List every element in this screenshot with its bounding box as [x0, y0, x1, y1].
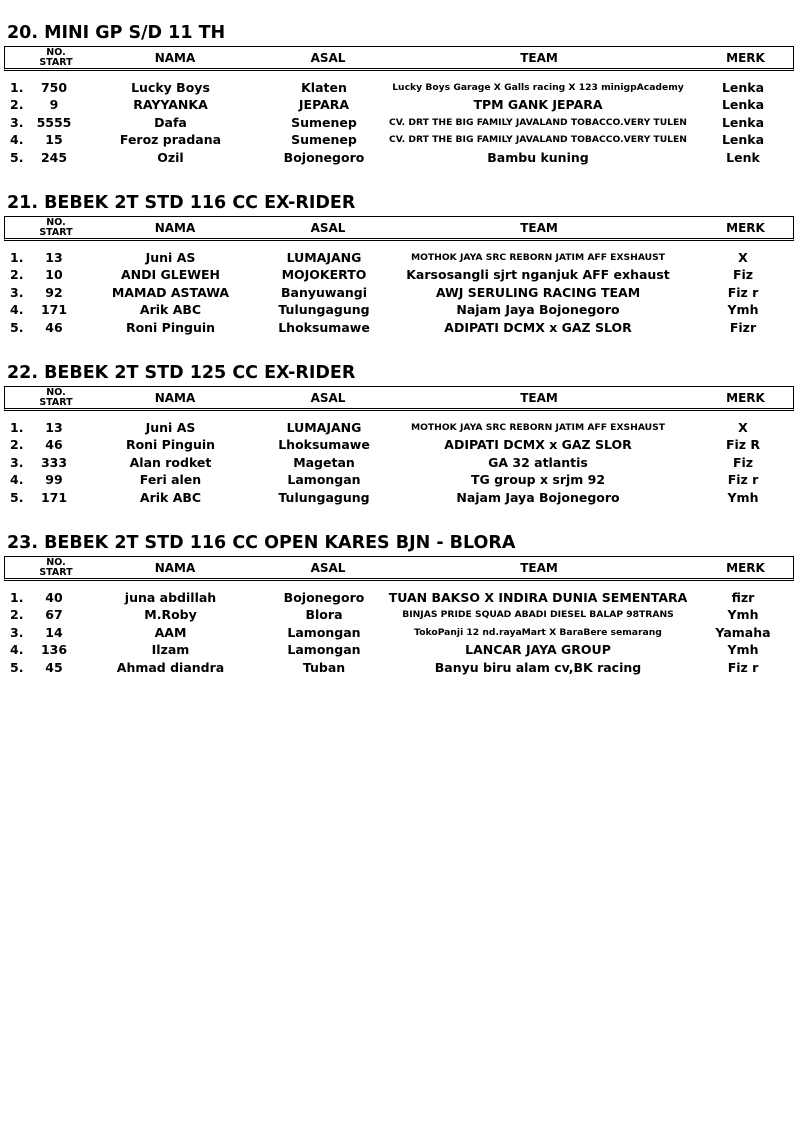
- position-cell: 2.: [10, 437, 24, 453]
- table-row: [0, 641, 800, 658]
- position-cell: 3.: [10, 284, 24, 300]
- start-number-cell: 13: [45, 420, 63, 435]
- origin-cell: Lamongan: [287, 642, 361, 658]
- start-number-cell: 15: [45, 132, 63, 148]
- team-cell: LANCAR JAYA GROUP: [465, 642, 611, 658]
- table-row: [0, 249, 800, 266]
- start-number-cell: 136: [40, 642, 68, 658]
- origin-cell: JEPARA: [298, 97, 350, 113]
- start-number-cell: 245: [40, 149, 68, 165]
- rider-name-cell: ANDI GLEWEH: [120, 267, 221, 283]
- rider-name-cell: RAYYANKA: [133, 97, 208, 113]
- table-header: [4, 216, 794, 241]
- rider-name-cell: Ozil: [157, 149, 184, 165]
- position-cell: 3.: [10, 624, 24, 640]
- rider-name-cell: Juni AS: [145, 420, 196, 435]
- table-row: [0, 589, 800, 606]
- brand-cell: Ymh: [727, 489, 759, 505]
- origin-cell: Tuban: [302, 659, 346, 675]
- rider-name-cell: Alan rodket: [129, 454, 212, 470]
- rider-name-cell: AAM: [154, 624, 187, 640]
- brand-cell: Lenka: [721, 114, 765, 130]
- position-cell: 3.: [10, 114, 24, 130]
- start-number-cell: 67: [45, 607, 63, 623]
- table-row: [0, 436, 800, 453]
- header-asal: ASAL: [310, 560, 346, 575]
- rider-name-cell: Dafa: [154, 114, 187, 130]
- table-row: [0, 114, 800, 131]
- team-cell: Najam Jaya Bojonegoro: [456, 489, 620, 505]
- position-cell: 5.: [10, 489, 24, 505]
- rider-name-cell: Arik ABC: [139, 302, 202, 318]
- rider-name-cell: Juni AS: [145, 250, 196, 265]
- position-cell: 1.: [10, 590, 24, 605]
- section-title: 22. BEBEK 2T STD 125 CC EX-RIDER: [7, 363, 356, 383]
- team-cell: GA 32 atlantis: [488, 454, 588, 470]
- header-no-start: NO. START: [39, 216, 73, 238]
- origin-cell: Lamongan: [287, 472, 361, 488]
- origin-cell: MOJOKERTO: [281, 267, 367, 283]
- team-cell: ADIPATI DCMX x GAZ SLOR: [444, 319, 632, 335]
- rider-name-cell: Roni Pinguin: [125, 319, 216, 335]
- origin-cell: Magetan: [293, 454, 355, 470]
- position-cell: 5.: [10, 659, 24, 675]
- header-team: TEAM: [520, 390, 558, 405]
- team-cell: MOTHOK JAYA SRC REBORN JATIM AFF EXSHAUST: [410, 252, 666, 263]
- rider-name-cell: Feri alen: [139, 472, 202, 488]
- team-cell: ADIPATI DCMX x GAZ SLOR: [444, 437, 632, 453]
- team-cell: Najam Jaya Bojonegoro: [456, 302, 620, 318]
- position-cell: 3.: [10, 454, 24, 470]
- rider-name-cell: Roni Pinguin: [125, 437, 216, 453]
- header-nama: NAMA: [154, 220, 196, 235]
- brand-cell: Fiz R: [725, 437, 761, 453]
- table-row: [0, 301, 800, 318]
- rider-name-cell: Ilzam: [151, 642, 190, 658]
- start-number-cell: 14: [45, 624, 63, 640]
- race-class-section: [0, 362, 800, 522]
- position-cell: 2.: [10, 97, 24, 113]
- start-number-cell: 46: [45, 319, 63, 335]
- origin-cell: Lhoksumawe: [278, 437, 370, 453]
- start-number-cell: 9: [49, 97, 59, 113]
- team-cell: AWJ SERULING RACING TEAM: [435, 284, 641, 300]
- table-row: [0, 471, 800, 488]
- position-cell: 5.: [10, 149, 24, 165]
- header-merk: MERK: [726, 560, 765, 575]
- start-number-cell: 171: [40, 302, 68, 318]
- rider-name-cell: M.Roby: [144, 607, 197, 623]
- table-row: [0, 659, 800, 676]
- team-cell: MOTHOK JAYA SRC REBORN JATIM AFF EXSHAUST: [410, 422, 666, 433]
- brand-cell: Ymh: [727, 642, 759, 658]
- table-row: [0, 131, 800, 148]
- rider-name-cell: Arik ABC: [139, 489, 202, 505]
- brand-cell: fizr: [731, 590, 755, 605]
- header-team: TEAM: [520, 50, 558, 65]
- position-cell: 5.: [10, 319, 24, 335]
- header-team: TEAM: [520, 560, 558, 575]
- position-cell: 1.: [10, 80, 24, 95]
- section-title: 21. BEBEK 2T STD 116 CC EX-RIDER: [7, 193, 356, 213]
- table-row: [0, 319, 800, 336]
- origin-cell: Bojonegoro: [283, 590, 365, 605]
- rider-name-cell: Feroz pradana: [119, 132, 222, 148]
- team-cell: TUAN BAKSO X INDIRA DUNIA SEMENTARA: [388, 590, 688, 605]
- brand-cell: Lenka: [721, 132, 765, 148]
- section-title: 20. MINI GP S/D 11 TH: [7, 23, 226, 43]
- header-asal: ASAL: [310, 390, 346, 405]
- race-class-section: [0, 532, 800, 692]
- position-cell: 4.: [10, 132, 24, 148]
- position-cell: 1.: [10, 250, 24, 265]
- rider-name-cell: juna abdillah: [124, 590, 217, 605]
- table-row: [0, 489, 800, 506]
- brand-cell: Lenka: [721, 97, 765, 113]
- header-merk: MERK: [726, 220, 765, 235]
- start-number-cell: 40: [45, 590, 63, 605]
- origin-cell: Bojonegoro: [283, 149, 365, 165]
- start-number-cell: 10: [45, 267, 63, 283]
- brand-cell: Fiz r: [727, 659, 759, 675]
- brand-cell: Fiz: [732, 454, 754, 470]
- start-number-cell: 333: [40, 454, 68, 470]
- origin-cell: Lhoksumawe: [278, 319, 370, 335]
- header-no-start: NO. START: [39, 556, 73, 578]
- brand-cell: Ymh: [727, 302, 759, 318]
- section-title: 23. BEBEK 2T STD 116 CC OPEN KARES BJN - BLORA: [7, 533, 516, 553]
- table-row: [0, 454, 800, 471]
- table-row: [0, 96, 800, 113]
- origin-cell: LUMAJANG: [286, 420, 362, 435]
- header-no-start: NO. START: [39, 386, 73, 408]
- team-cell: CV. DRT THE BIG FAMILY JAVALAND TOBACCO.VERY TULEN: [389, 116, 687, 128]
- origin-cell: Sumenep: [291, 114, 357, 130]
- team-cell: Bambu kuning: [487, 149, 589, 165]
- position-cell: 2.: [10, 607, 24, 623]
- brand-cell: X: [738, 420, 748, 435]
- race-class-section: [0, 22, 800, 182]
- origin-cell: Tulungagung: [278, 489, 370, 505]
- race-class-section: [0, 192, 800, 352]
- team-cell: Banyu biru alam cv,BK racing: [434, 659, 642, 675]
- team-cell: CV. DRT THE BIG FAMILY JAVALAND TOBACCO.VERY TULEN: [389, 134, 687, 146]
- start-number-cell: 171: [40, 489, 68, 505]
- rider-name-cell: MAMAD ASTAWA: [111, 284, 230, 300]
- position-cell: 4.: [10, 472, 24, 488]
- origin-cell: Blora: [305, 607, 343, 623]
- start-number-cell: 92: [45, 284, 63, 300]
- start-number-cell: 99: [45, 472, 63, 488]
- team-cell: TokoPanji 12 nd.rayaMart X BaraBere semarang: [414, 626, 662, 638]
- table-row: [0, 419, 800, 436]
- origin-cell: Klaten: [301, 80, 347, 95]
- position-cell: 1.: [10, 420, 24, 435]
- brand-cell: Fiz r: [727, 472, 759, 488]
- header-merk: MERK: [726, 390, 765, 405]
- table-row: [0, 284, 800, 301]
- team-cell: TPM GANK JEPARA: [473, 97, 603, 113]
- team-cell: TG group x srjm 92: [470, 472, 606, 488]
- brand-cell: Yamaha: [715, 624, 771, 640]
- header-nama: NAMA: [154, 560, 196, 575]
- brand-cell: Lenk: [726, 149, 760, 165]
- header-team: TEAM: [520, 220, 558, 235]
- team-cell: Lucky Boys Garage X Galls racing X 123 minigpAcademy: [392, 82, 684, 93]
- table-row: [0, 624, 800, 641]
- position-cell: 4.: [10, 302, 24, 318]
- team-cell: BINJAS PRIDE SQUAD ABADI DIESEL BALAP 98TRANS: [402, 609, 674, 621]
- position-cell: 2.: [10, 267, 24, 283]
- position-cell: 4.: [10, 642, 24, 658]
- header-asal: ASAL: [310, 220, 346, 235]
- origin-cell: Lamongan: [287, 624, 361, 640]
- brand-cell: X: [738, 250, 748, 265]
- table-row: [0, 149, 800, 166]
- header-merk: MERK: [726, 50, 765, 65]
- brand-cell: Fizr: [729, 319, 757, 335]
- table-row: [0, 606, 800, 623]
- header-no-start: NO. START: [39, 46, 73, 68]
- header-nama: NAMA: [154, 50, 196, 65]
- header-asal: ASAL: [310, 50, 346, 65]
- start-number-cell: 46: [45, 437, 63, 453]
- start-number-cell: 5555: [36, 114, 72, 130]
- origin-cell: Tulungagung: [278, 302, 370, 318]
- brand-cell: Fiz: [732, 267, 754, 283]
- brand-cell: Lenka: [721, 80, 765, 95]
- start-number-cell: 750: [40, 80, 68, 95]
- brand-cell: Ymh: [727, 607, 759, 623]
- table-header: [4, 46, 794, 71]
- brand-cell: Fiz r: [727, 284, 759, 300]
- team-cell: Karsosangli sjrt nganjuk AFF exhaust: [406, 267, 670, 283]
- header-nama: NAMA: [154, 390, 196, 405]
- origin-cell: Banyuwangi: [280, 284, 368, 300]
- table-row: [0, 79, 800, 96]
- start-number-cell: 13: [45, 250, 63, 265]
- table-row: [0, 266, 800, 283]
- origin-cell: Sumenep: [291, 132, 357, 148]
- table-header: [4, 556, 794, 581]
- rider-name-cell: Lucky Boys: [131, 80, 210, 95]
- start-number-cell: 45: [45, 659, 63, 675]
- rider-name-cell: Ahmad diandra: [116, 659, 225, 675]
- table-header: [4, 386, 794, 411]
- origin-cell: LUMAJANG: [286, 250, 362, 265]
